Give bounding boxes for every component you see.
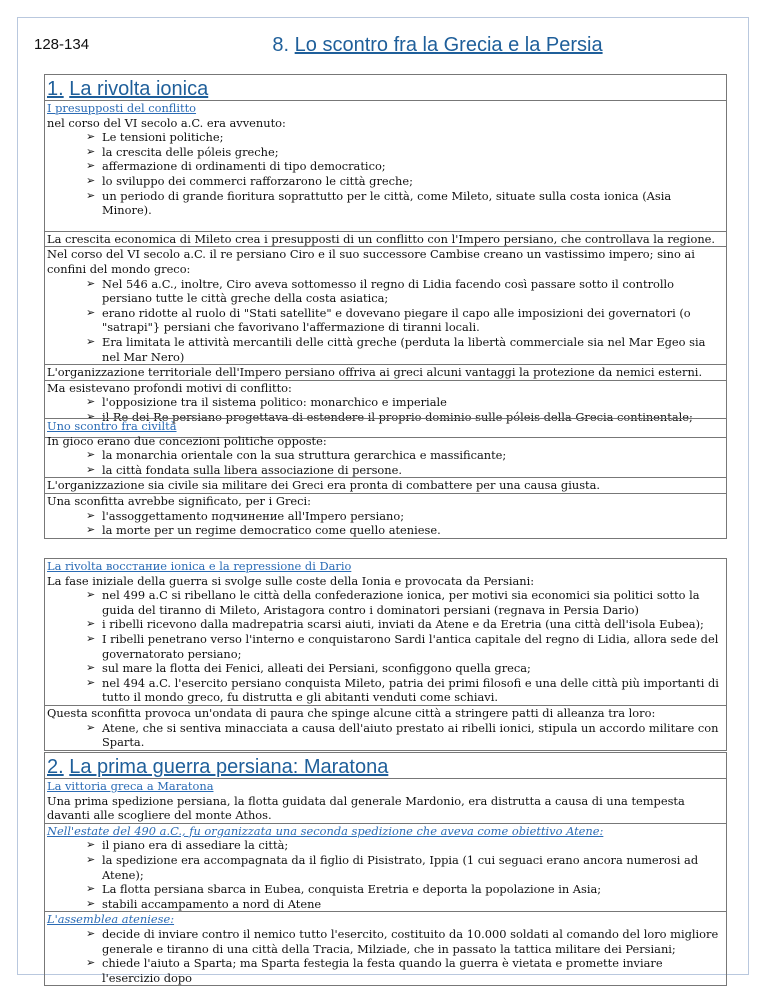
list-item: ➢ la città fondata sulla libera associazione di persone. xyxy=(47,463,724,478)
list-item: ➢ Era limitata le attività mercantili delle città greche (perduta la libertà commerciale sia nel Mar Egeo sia nel Mar Nero) xyxy=(47,335,724,364)
list-item: ➢ stabili accampamento a nord di Atene xyxy=(47,897,724,912)
civilta-title: Uno scontro fra civiltà xyxy=(47,419,177,433)
civilta-intro: In gioco erano due concezioni politiche opposte: xyxy=(47,433,327,448)
crescita-row: La crescita economica di Mileto crea i presupposti di un conflitto con l'Impero persiano, che controllava la regione. xyxy=(45,232,726,248)
list-item: ➢ affermazione di ordinamenti di tipo democratico; xyxy=(47,159,724,174)
list-item: ➢ nel 494 a.C. l'esercito persiano conquista Mileto, patria dei primi filosofi e una delle città più importanti di tutto il mondo greco, fu distrutta e gli abitanti venduti come schiavi. xyxy=(47,676,724,705)
assemblea-list xyxy=(47,927,724,985)
section-1-title: La rivolta ionica xyxy=(69,78,209,100)
list-item: ➢ un periodo di grande fioritura soprattutto per le città, come Mileto, situate sulla costa ionica (Asia Minore). xyxy=(47,189,724,218)
estate-list xyxy=(47,838,724,911)
estate-title: Nell'estate del 490 a.C., fu organizzata una seconda spedizione che aveva come obiettivo Atene: xyxy=(47,823,604,838)
chapter-title xyxy=(30,34,745,57)
ciro-intro: Nel corso del VI secolo a.C. il re persiano Ciro e il suo successore Cambise creano un vastissimo impero; sino ai confini del mondo greco: xyxy=(47,247,695,276)
rivolta-box xyxy=(45,559,726,706)
section-2-title: La prima guerra persiana: Maratona xyxy=(69,756,389,778)
ondata-intro: Questa sconfitta provoca un'ondata di paura che spinge alcune città a stringere patti di alleanza tra loro: xyxy=(47,705,656,720)
ciro-box xyxy=(45,247,726,365)
list-item: ➢ Le tensioni politiche; xyxy=(47,130,724,145)
rivolta-section xyxy=(44,558,727,751)
list-item: ➢ la morte per un regime democratico come quello ateniese. xyxy=(47,523,724,538)
sconfitta-intro: Una sconfitta avrebbe significato, per i Greci: xyxy=(47,493,311,508)
list-item: ➢ Nel 546 a.C., inoltre, Ciro aveva sottomesso il regno di Lidia facendo così passare sotto il controllo persiano tutte le città greche della costa asiatica; xyxy=(47,277,724,306)
chapter-number: 8. xyxy=(272,34,290,56)
chapter-title-text: Lo scontro fra la Grecia e la Persia xyxy=(294,34,603,56)
list-item: ➢ chiede l'aiuto a Sparta; ma Sparta festegia la festa quando la guerra è vietata e promette inviare l'esercizio dopo xyxy=(47,956,724,985)
section-2 xyxy=(44,752,727,986)
rivolta-intro: La fase iniziale della guerra si svolge sulle coste della Ionia e provocata da Persiani: xyxy=(47,573,535,588)
presupposti-list xyxy=(47,130,724,218)
vittoria-title: La vittoria greca a Maratona xyxy=(47,779,214,793)
list-item: ➢ i ribelli ricevono dalla madrepatria scarsi aiuti, inviati da Atene e da Eretria (una città dell'isola Eubea); xyxy=(47,617,724,632)
presupposti-title: I presupposti del conflitto xyxy=(47,101,197,115)
list-item: ➢ il Re dei Re persiano progettava di estendere il proprio dominio sulle póleis della Grecia continentale; xyxy=(47,410,724,425)
list-item: ➢ il piano era di assediare la città; xyxy=(47,838,724,853)
assemblea-title: L'assemblea ateniese: xyxy=(47,912,175,927)
page-header xyxy=(30,36,745,66)
list-item: ➢ nel 499 a.C si ribellano le città della confederazione ionica, per motivi sia economici sia politici sotto la guida del tiranno di Mileto, Aristagora contro i dominatori persiani (regnava in Persia Dario) xyxy=(47,588,724,617)
list-item: ➢ decide di inviare contro il nemico tutto l'esercito, costituito da 10.000 soldati al comando del loro migliore generale e tiranno di una città della Tracia, Milziade, che in passato la tattica militare dei Persiani; xyxy=(47,927,724,956)
list-item: ➢ l'assoggettamento подчинение all'Impero persiano; xyxy=(47,509,724,524)
list-item: ➢ La flotta persiana sbarca in Eubea, conquista Eretria e deporta la popolazione in Asia; xyxy=(47,882,724,897)
ondata-box xyxy=(45,706,726,750)
civilta-list xyxy=(47,448,724,477)
sconfitta-list xyxy=(47,509,724,538)
list-item: ➢ sul mare la flotta dei Fenici, alleati dei Persiani, sconfiggono quella greca; xyxy=(47,661,724,676)
list-item: ➢ la crescita delle póleis greche; xyxy=(47,145,724,160)
list-item: ➢ Atene, che si sentiva minacciata a causa dell'aiuto prestato ai ribelli ionici, stipula un accordo militare con Sparta. xyxy=(47,721,724,750)
list-item: ➢ la monarchia orientale con la sua struttura gerarchica e massificante; xyxy=(47,448,724,463)
presupposti-box xyxy=(45,101,726,232)
organizzazione-row: L'organizzazione territoriale dell'Impero persiano offriva ai greci alcuni vantaggi la protezione da nemici esterni. xyxy=(45,365,726,381)
list-item: ➢ la spedizione era accompagnata da il figlio di Pisistrato, Ippia (1 cui seguaci erano ancora numerosi ad Atene); xyxy=(47,853,724,882)
page-range: 128-134 xyxy=(34,36,90,53)
civilta-org-row: L'organizzazione sia civile sia militare dei Greci era pronta di combattere per una causa giusta. xyxy=(45,478,726,494)
assemblea-box xyxy=(45,912,726,985)
sconfitta-box xyxy=(45,494,726,538)
list-item: ➢ lo sviluppo dei commerci rafforzarono le città greche; xyxy=(47,174,724,189)
vittoria-box xyxy=(45,779,726,824)
ondata-list xyxy=(47,721,724,750)
section-1 xyxy=(44,74,727,438)
civilta-box xyxy=(45,419,726,478)
ciro-list xyxy=(47,277,724,365)
section-1-number: 1. xyxy=(47,78,64,100)
list-item: ➢ erano ridotte al ruolo di "Stati satellite" e dovevano piegare il capo alle imposizioni dei governatori (o "satrapi"} persiani che favorivano l'affermazione di tiranni locali. xyxy=(47,306,724,335)
section-2-number: 2. xyxy=(47,756,64,778)
section-2-heading xyxy=(45,753,726,779)
rivolta-title: La rivolta восстание ionica e la repressione di Dario xyxy=(47,559,352,573)
civilta-section xyxy=(44,418,727,539)
estate-box xyxy=(45,824,726,913)
rivolta-list xyxy=(47,588,724,705)
presupposti-intro: nel corso del VI secolo a.C. era avvenuto: xyxy=(47,115,286,130)
motivi-intro: Ma esistevano profondi motivi di conflitto: xyxy=(47,380,292,395)
vittoria-text: Una prima spedizione persiana, la flotta guidata dal generale Mardonio, era distrutta a causa di una tempesta davanti alle scogliere del monte Athos. xyxy=(47,793,685,823)
section-1-heading xyxy=(45,75,726,101)
list-item: ➢ l'opposizione tra il sistema politico: monarchico e imperiale xyxy=(47,395,724,410)
list-item: ➢ I ribelli penetrano verso l'interno e conquistarono Sardi l'antica capitale del regno di Lidia, allora sede del governatorato persiano; xyxy=(47,632,724,661)
